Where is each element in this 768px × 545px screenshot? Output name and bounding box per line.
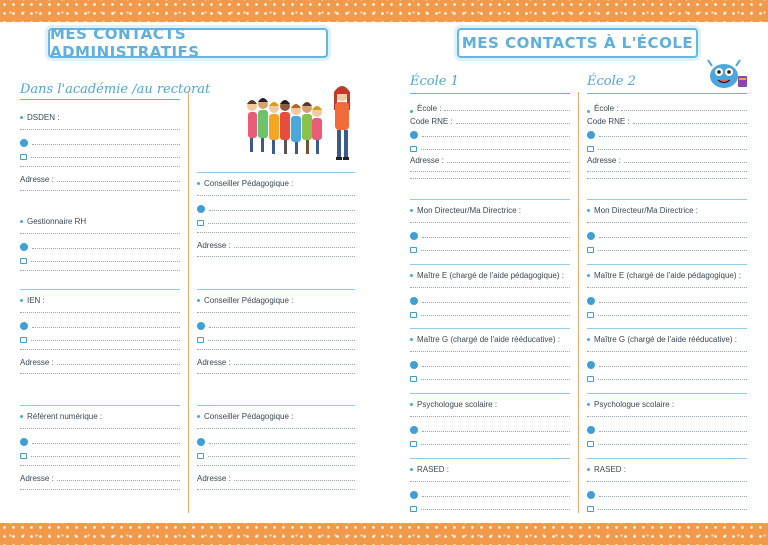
write-line[interactable] (20, 165, 180, 167)
bullet-icon (410, 274, 413, 277)
write-line[interactable] (410, 415, 570, 417)
code-rne-row[interactable] (410, 113, 570, 126)
adresse-label: Adresse : (197, 474, 231, 483)
ecole1-maitre-e-block (410, 264, 570, 318)
phone-row[interactable] (20, 134, 180, 147)
ecole1-ecole-block (410, 100, 570, 183)
email-row[interactable] (410, 139, 570, 152)
phone-icon (410, 426, 418, 434)
maitre-g-label: Maître G (chargé de l'aide rééducative) : (594, 335, 737, 344)
write-line[interactable] (20, 464, 180, 466)
write-line[interactable] (20, 488, 180, 490)
phone-icon (587, 232, 595, 240)
email-row[interactable] (20, 330, 180, 343)
ecole2-heading: École 2 (587, 74, 636, 89)
section-rule (587, 458, 747, 459)
conseiller-label: Conseiller Pédagogique : (204, 296, 294, 305)
bullet-icon (410, 403, 413, 406)
adresse-label: Adresse : (20, 474, 54, 483)
address-row[interactable] (20, 470, 180, 483)
rased-label: RASED : (417, 465, 450, 474)
email-row[interactable] (197, 446, 355, 459)
ecole1-rased-block (410, 458, 570, 512)
mail-icon (20, 258, 27, 264)
conseiller-block-1 (197, 172, 355, 261)
gestionnaire-label: Gestionnaire RH (27, 217, 87, 226)
ecole-row[interactable] (410, 100, 570, 113)
address-row[interactable] (20, 354, 180, 367)
phone-row[interactable] (410, 486, 570, 499)
bullet-icon (197, 182, 200, 185)
section-rule (410, 393, 570, 394)
address-row[interactable] (410, 152, 570, 165)
conseiller-block-3 (197, 405, 355, 494)
section-rule (20, 405, 180, 406)
address-row[interactable] (197, 354, 355, 367)
write-line[interactable] (197, 194, 355, 196)
phone-icon (20, 243, 28, 251)
section-rule (410, 264, 570, 265)
bullet-icon (20, 299, 23, 302)
conseiller-block-2 (197, 289, 355, 378)
section-rule (587, 199, 747, 200)
mail-icon (587, 146, 594, 152)
address-row[interactable] (197, 470, 355, 483)
bullet-icon (20, 116, 23, 119)
email-row[interactable] (20, 251, 180, 264)
gestionnaire-block (20, 216, 180, 275)
mail-icon (587, 506, 594, 512)
address-row[interactable] (20, 171, 180, 184)
mail-icon (20, 154, 27, 160)
phone-row[interactable] (410, 126, 570, 139)
referent-block (20, 405, 180, 494)
dsden-field (20, 112, 180, 123)
left-column-divider (188, 92, 189, 513)
email-row[interactable] (20, 446, 180, 459)
phone-row[interactable] (587, 292, 747, 305)
write-line[interactable] (197, 348, 355, 350)
phone-icon (20, 139, 28, 147)
write-line[interactable] (410, 350, 570, 352)
ecole1-psychologue-block (410, 393, 570, 447)
write-line[interactable] (587, 286, 747, 288)
ecole-row[interactable] (587, 100, 747, 113)
bullet-icon (587, 110, 590, 113)
ecole-label: École : (594, 104, 619, 113)
phone-row[interactable] (587, 486, 747, 499)
directeur-label: Mon Directeur/Ma Directrice : (594, 206, 699, 215)
write-line[interactable] (197, 231, 355, 233)
mail-icon (410, 146, 417, 152)
phone-icon (410, 232, 418, 240)
write-line[interactable] (20, 311, 180, 313)
write-line[interactable] (587, 480, 747, 482)
mail-icon (410, 441, 417, 447)
adresse-label: Adresse : (197, 241, 231, 250)
address-row[interactable] (587, 152, 747, 165)
phone-icon (197, 438, 205, 446)
phone-icon (20, 438, 28, 446)
phone-row[interactable] (197, 200, 355, 213)
email-row[interactable] (587, 434, 747, 447)
mail-icon (197, 220, 204, 226)
section-rule (197, 405, 355, 406)
section-rule (587, 328, 747, 329)
mail-icon (20, 453, 27, 459)
phone-row[interactable] (197, 433, 355, 446)
email-row[interactable] (587, 240, 747, 253)
email-row[interactable] (410, 305, 570, 318)
ecole-label: École : (417, 104, 442, 113)
section-rule (410, 328, 570, 329)
ecole1-heading-rule (410, 93, 570, 94)
bullet-icon (410, 468, 413, 471)
mail-icon (587, 247, 594, 253)
mail-icon (587, 312, 594, 318)
mail-icon (410, 376, 417, 382)
phone-row[interactable] (410, 292, 570, 305)
bullet-icon (197, 299, 200, 302)
adresse-label: Adresse : (20, 358, 54, 367)
email-row[interactable] (587, 139, 747, 152)
phone-row[interactable] (410, 356, 570, 369)
mail-icon (197, 453, 204, 459)
ecole1-directeur-block (410, 199, 570, 253)
write-line[interactable] (20, 189, 180, 191)
phone-row[interactable] (20, 433, 180, 446)
mail-icon (197, 337, 204, 343)
phone-icon (587, 297, 595, 305)
phone-icon (410, 491, 418, 499)
phone-row[interactable] (20, 238, 180, 251)
mail-icon (410, 312, 417, 318)
phone-row[interactable] (587, 356, 747, 369)
mail-icon (410, 506, 417, 512)
right-title-text: MES CONTACTS À L'ÉCOLE (461, 34, 694, 52)
phone-row[interactable] (410, 227, 570, 240)
ecole2-maitre-g-block (587, 328, 747, 382)
phone-icon (20, 322, 28, 330)
phone-icon (197, 205, 205, 213)
ecole2-maitre-e-block (587, 264, 747, 318)
ecole2-directeur-block (587, 199, 747, 253)
write-line[interactable] (197, 464, 355, 466)
address-row[interactable] (197, 237, 355, 250)
adresse-label: Adresse : (410, 156, 444, 165)
ien-label: IEN : (27, 296, 45, 305)
code-rne-label: Code RNE : (410, 117, 453, 126)
write-line[interactable] (197, 311, 355, 313)
ecole2-ecole-block (587, 100, 747, 183)
dsden-block (20, 112, 180, 195)
bullet-icon (20, 415, 23, 418)
code-rne-label: Code RNE : (587, 117, 630, 126)
section-rule (587, 264, 747, 265)
email-row[interactable] (410, 369, 570, 382)
academie-heading-rule (20, 99, 180, 100)
write-line[interactable] (197, 427, 355, 429)
right-column-divider (578, 92, 579, 513)
referent-label: Référent numérique : (27, 412, 103, 421)
write-line[interactable] (587, 350, 747, 352)
directeur-label: Mon Directeur/Ma Directrice : (417, 206, 522, 215)
email-row[interactable] (587, 499, 747, 512)
psychologue-label: Psychologue scolaire : (594, 400, 675, 409)
section-rule (587, 393, 747, 394)
maitre-g-label: Maître G (chargé de l'aide rééducative) : (417, 335, 560, 344)
write-line[interactable] (587, 415, 747, 417)
write-line[interactable] (20, 372, 180, 374)
left-title-text: MES CONTACTS ADMINISTRATIFS (50, 25, 200, 61)
phone-icon (410, 131, 418, 139)
section-rule (410, 199, 570, 200)
bullet-icon (20, 220, 23, 223)
write-line[interactable] (410, 170, 570, 172)
write-line[interactable] (197, 488, 355, 490)
conseiller-label: Conseiller Pédagogique : (204, 412, 294, 421)
bullet-icon (410, 338, 413, 341)
ecole2-heading-rule (587, 93, 747, 94)
email-row[interactable] (20, 147, 180, 160)
adresse-label: Adresse : (587, 156, 621, 165)
email-row[interactable] (197, 330, 355, 343)
rased-label: RASED : (594, 465, 627, 474)
children-teacher-illustration (244, 82, 356, 166)
maitre-e-label: Maître E (chargé de l'aide pédagogique) : (594, 271, 741, 280)
dsden-label: DSDEN : (27, 113, 60, 122)
phone-icon (587, 491, 595, 499)
bullet-icon (410, 110, 413, 113)
top-pattern-band (0, 0, 768, 22)
section-rule (197, 172, 355, 173)
ecole2-rased-block (587, 458, 747, 512)
mail-icon (410, 247, 417, 253)
write-line[interactable] (20, 232, 180, 234)
phone-icon (587, 131, 595, 139)
bottom-pattern-band (0, 523, 768, 545)
write-line[interactable] (20, 128, 180, 130)
adresse-label: Adresse : (20, 175, 54, 184)
bullet-icon (587, 403, 590, 406)
phone-row[interactable] (587, 126, 747, 139)
bullet-icon (587, 338, 590, 341)
email-row[interactable] (410, 240, 570, 253)
email-row[interactable] (587, 369, 747, 382)
left-page-title (48, 25, 328, 61)
bullet-icon (587, 468, 590, 471)
bullet-icon (587, 209, 590, 212)
mail-icon (20, 337, 27, 343)
write-line[interactable] (410, 480, 570, 482)
write-line[interactable] (20, 348, 180, 350)
bullet-icon (197, 415, 200, 418)
phone-row[interactable] (410, 421, 570, 434)
bullet-icon (587, 274, 590, 277)
phone-row[interactable] (587, 227, 747, 240)
write-line[interactable] (197, 255, 355, 257)
write-line[interactable] (587, 170, 747, 172)
write-line[interactable] (410, 177, 570, 179)
phone-icon (587, 426, 595, 434)
psychologue-label: Psychologue scolaire : (417, 400, 498, 409)
write-line[interactable] (410, 286, 570, 288)
mail-icon (587, 441, 594, 447)
write-line[interactable] (20, 269, 180, 271)
section-rule (410, 458, 570, 459)
adresse-label: Adresse : (197, 358, 231, 367)
mascot-character-illustration (704, 56, 750, 92)
phone-row[interactable] (20, 317, 180, 330)
write-line[interactable] (587, 221, 747, 223)
mail-icon (587, 376, 594, 382)
phone-row[interactable] (197, 317, 355, 330)
right-page-title (457, 28, 698, 58)
ecole2-psychologue-block (587, 393, 747, 447)
write-line[interactable] (587, 177, 747, 179)
phone-icon (410, 297, 418, 305)
code-rne-row[interactable] (587, 113, 747, 126)
email-row[interactable] (197, 213, 355, 226)
write-line[interactable] (20, 427, 180, 429)
ecole1-heading: École 1 (410, 74, 459, 89)
section-rule (197, 289, 355, 290)
ien-block (20, 289, 180, 378)
phone-icon (587, 361, 595, 369)
maitre-e-label: Maître E (chargé de l'aide pédagogique) : (417, 271, 564, 280)
conseiller-label: Conseiller Pédagogique : (204, 179, 294, 188)
email-row[interactable] (410, 499, 570, 512)
write-line[interactable] (197, 372, 355, 374)
email-row[interactable] (587, 305, 747, 318)
academie-heading: Dans l'académie /au rectorat (20, 82, 211, 97)
phone-icon (410, 361, 418, 369)
email-row[interactable] (410, 434, 570, 447)
write-line[interactable] (410, 221, 570, 223)
phone-row[interactable] (587, 421, 747, 434)
bullet-icon (410, 209, 413, 212)
section-rule (20, 289, 180, 290)
phone-icon (197, 322, 205, 330)
ecole1-maitre-g-block (410, 328, 570, 382)
